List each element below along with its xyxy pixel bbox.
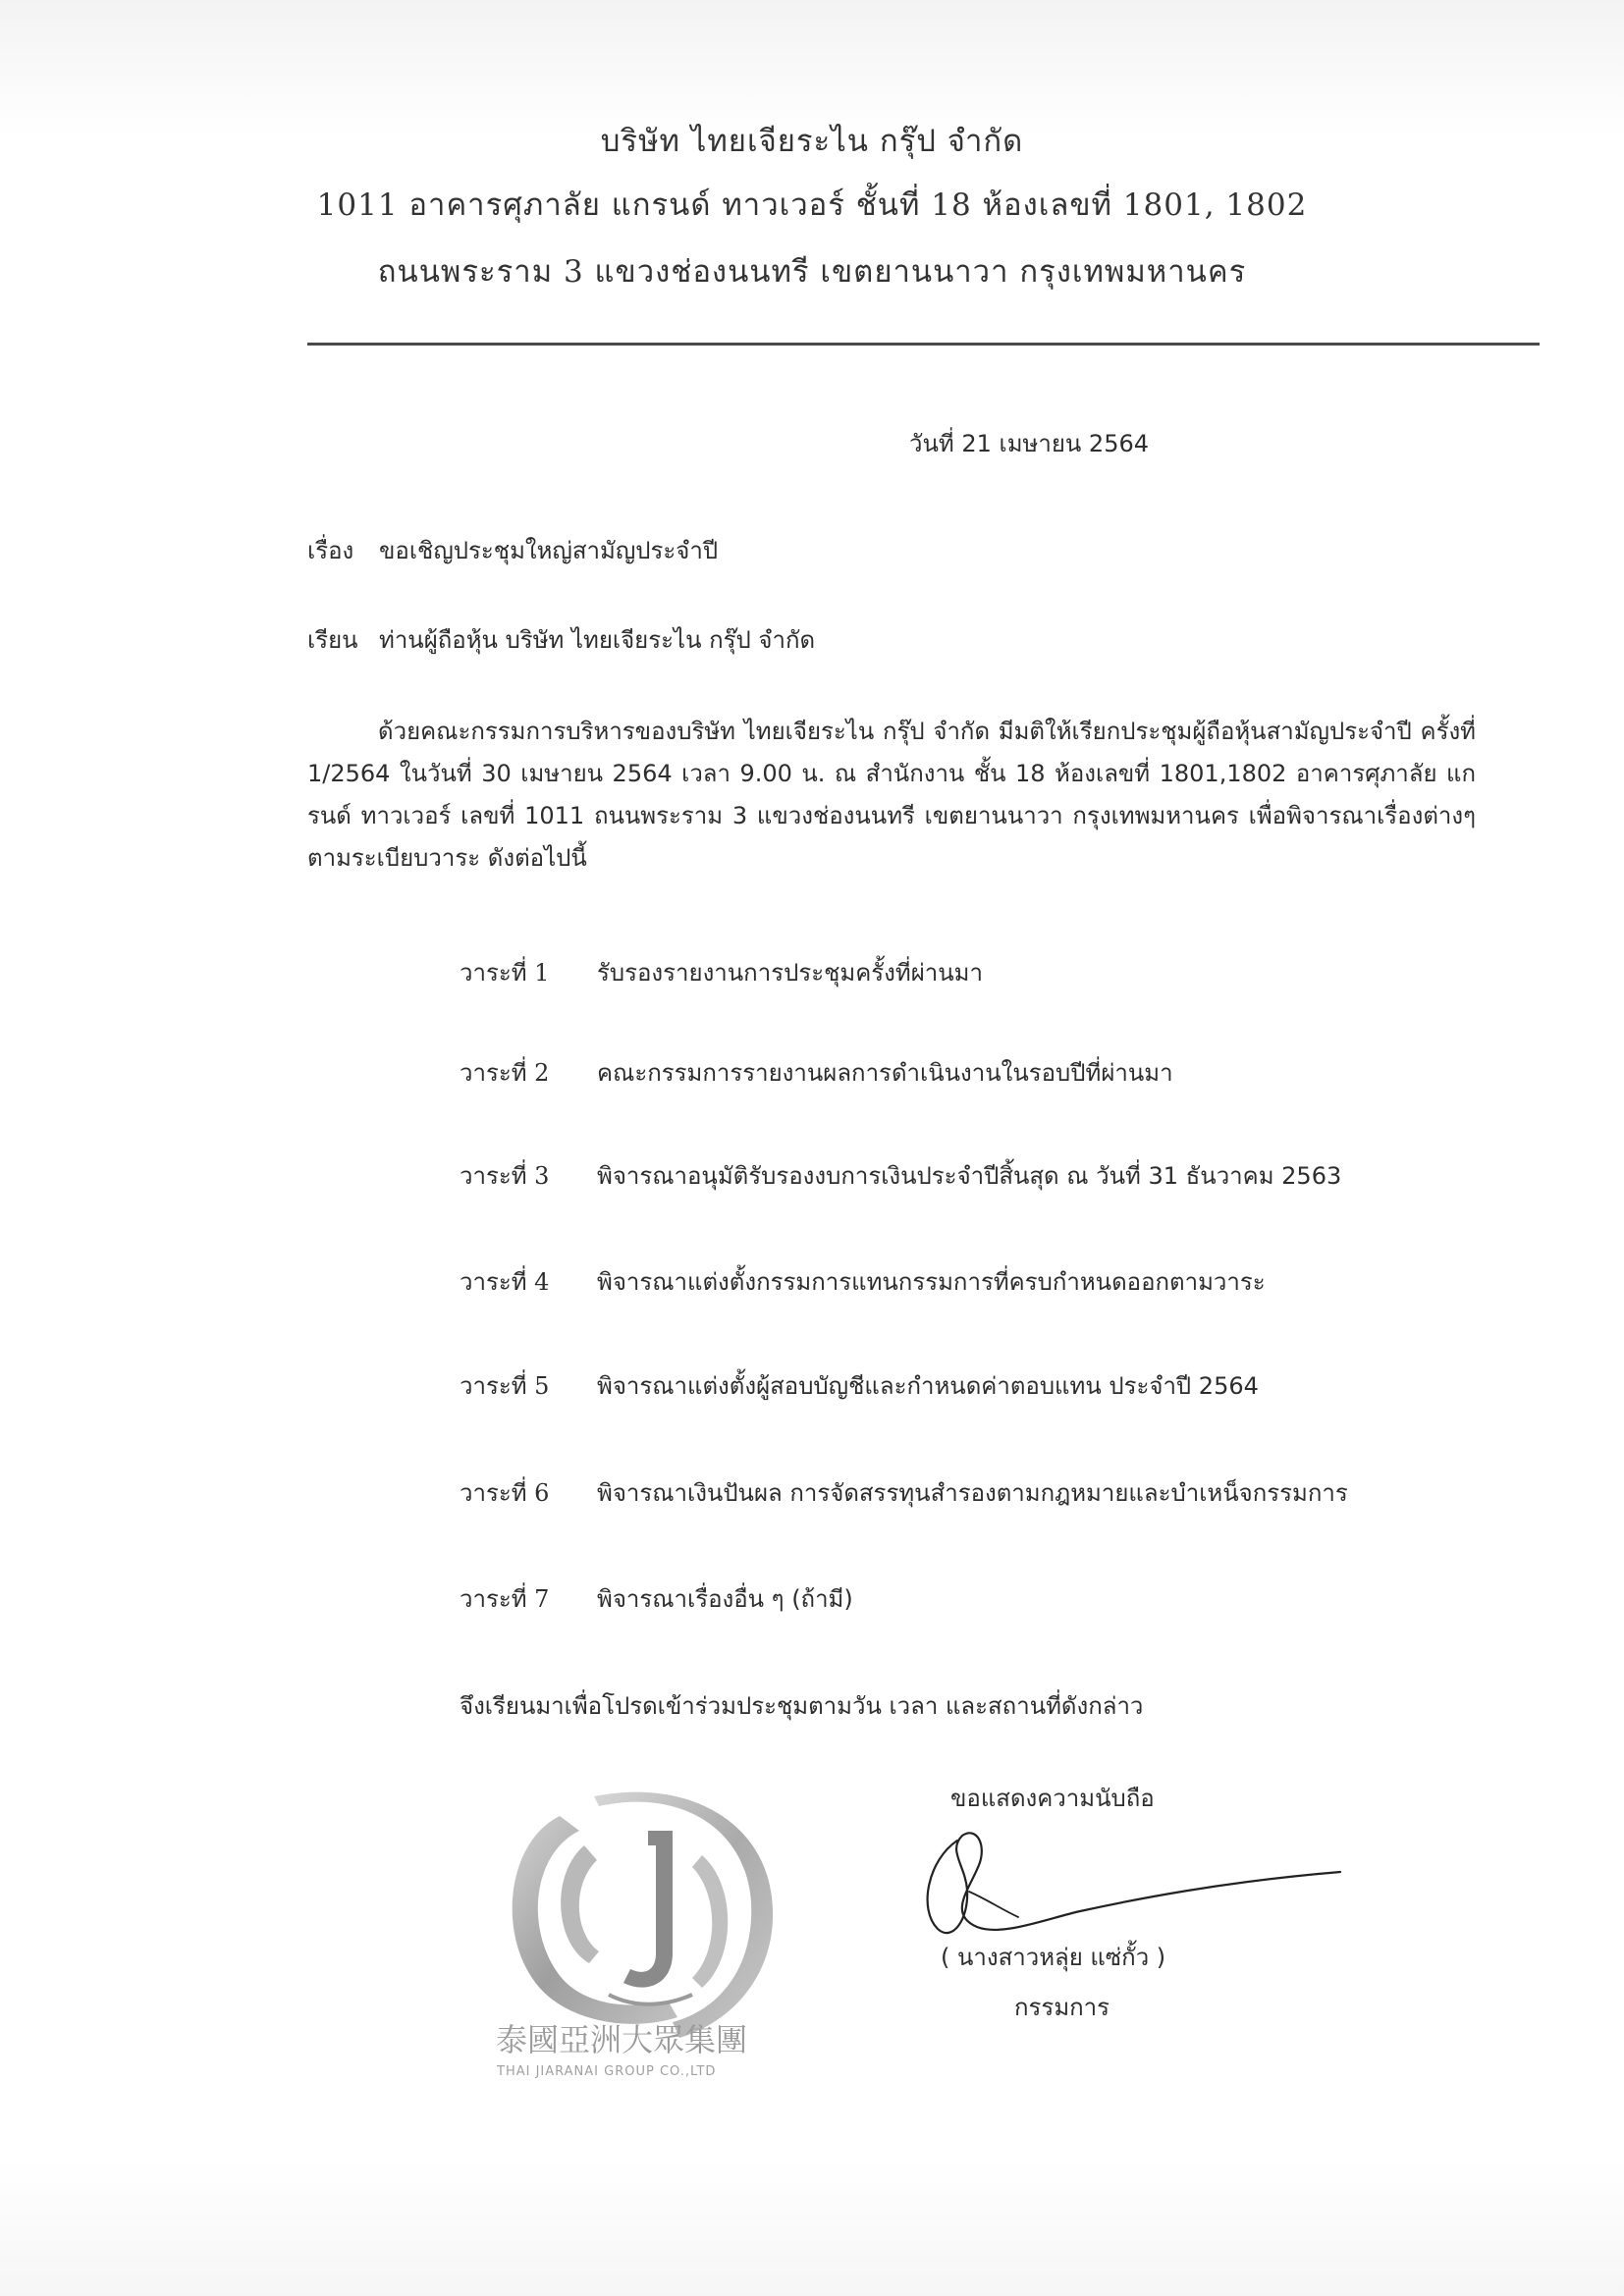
agenda-item-7: [460, 1578, 853, 1618]
agenda-item-text: พิจารณาเงินปันผล การจัดสรรทุนสำรองตามกฎหมายและบำเหน็จกรรมการ: [597, 1478, 1348, 1507]
recipient-label: เรียน: [307, 626, 358, 654]
closing-sentence: จึงเรียนมาเพื่อโปรดเข้าร่วมประชุมตามวัน เวลา และสถานที่ดังกล่าว: [460, 1692, 1144, 1720]
company-address-line-2: ถนนพระราม 3 แขวงช่องนนทรี เขตยานนาวา กรุงเทพมหานคร: [377, 254, 1247, 290]
agenda-item-label: วาระที่ 6: [460, 1478, 550, 1507]
agenda-item-text: พิจารณาแต่งตั้งกรรมการแทนกรรมการที่ครบกำหนดออกตามวาระ: [597, 1267, 1266, 1296]
regards-text: ขอแสดงความนับถือ: [950, 1785, 1155, 1812]
company-name: บริษัท ไทยเจียระไน กรุ๊ป จำกัด: [600, 124, 1024, 159]
agenda-item-5: [460, 1365, 1259, 1405]
agenda-item-label: วาระที่ 2: [460, 1058, 550, 1087]
subject-text: ขอเชิญประชุมใหญ่สามัญประจำปี: [379, 537, 719, 564]
subject-label: เรื่อง: [307, 537, 354, 564]
letter-date: วันที่ 21 เมษายน 2564: [909, 430, 1149, 457]
agenda-item-label: วาระที่ 5: [460, 1371, 550, 1400]
agenda-item-label: วาระที่ 4: [460, 1267, 550, 1296]
letterhead-divider: [307, 343, 1540, 346]
agenda-item-label: วาระที่ 7: [460, 1584, 550, 1613]
agenda-item-text: พิจารณาอนุมัติรับรองงบการเงินประจำปีสิ้นสุด ณ วันที่ 31 ธันวาคม 2563: [597, 1161, 1342, 1190]
agenda-item-text: พิจารณาแต่งตั้งผู้สอบบัญชีและกำหนดค่าตอบแทน ประจำปี 2564: [597, 1371, 1259, 1400]
handwritten-signature: [908, 1821, 1370, 1949]
body-paragraph: ด้วยคณะกรรมการบริหารของบริษัท ไทยเจียระไน กรุ๊ป จำกัด มีมติให้เรียกประชุมผู้ถือหุ้นสามัญประจำปี ครั้งที่ 1/2564 ในวันที่ 30 เมษายน 2564 เวลา 9.00 น. ณ สำนักงาน ชั้น 18 ห้องเลขที่ 1801,1802 อาคารศุภาลัย แกรนด์ ทาวเวอร์ เลขที่ 1011 ถนนพระราม 3 แขวงช่องนนทรี เขตยานนาวา กรุงเทพมหานคร เพื่อพิจารณาเรื่องต่างๆ ตามระเบียบวาระ ดังต่อไปนี้: [307, 718, 1476, 872]
company-address-line-1: 1011 อาคารศุภาลัย แกรนด์ ทาวเวอร์ ชั้นที่ 18 ห้องเลขที่ 1801, 1802: [316, 187, 1308, 223]
agenda-item-label: วาระที่ 1: [460, 958, 550, 987]
signatory-name: ( นางสาวหลุ่ย แซ่กั้ว ): [941, 1944, 1166, 1971]
agenda-item-2: [460, 1052, 1173, 1092]
agenda-item-6: [460, 1472, 1348, 1512]
agenda-item-1: [460, 952, 983, 991]
agenda-item-text: พิจารณาเรื่องอื่น ๆ (ถ้ามี): [597, 1584, 853, 1613]
agenda-item-3: [460, 1155, 1341, 1195]
signatory-position: กรรมการ: [1014, 1994, 1110, 2021]
agenda-item-text: คณะกรรมการรายงานผลการดำเนินงานในรอบปีที่ผ่านมา: [597, 1058, 1173, 1087]
agenda-item-label: วาระที่ 3: [460, 1161, 550, 1190]
agenda-item-4: [460, 1261, 1266, 1301]
seal-english-name: THAI JIARANAI GROUP CO.,LTD: [497, 2064, 717, 2079]
seal-chinese-name: 泰國亞洲大眾集團: [496, 2021, 748, 2058]
agenda-item-text: รับรองรายงานการประชุมครั้งที่ผ่านมา: [597, 958, 983, 987]
recipient-text: ท่านผู้ถือหุ้น บริษัท ไทยเจียระไน กรุ๊ป จำกัด: [379, 626, 816, 654]
